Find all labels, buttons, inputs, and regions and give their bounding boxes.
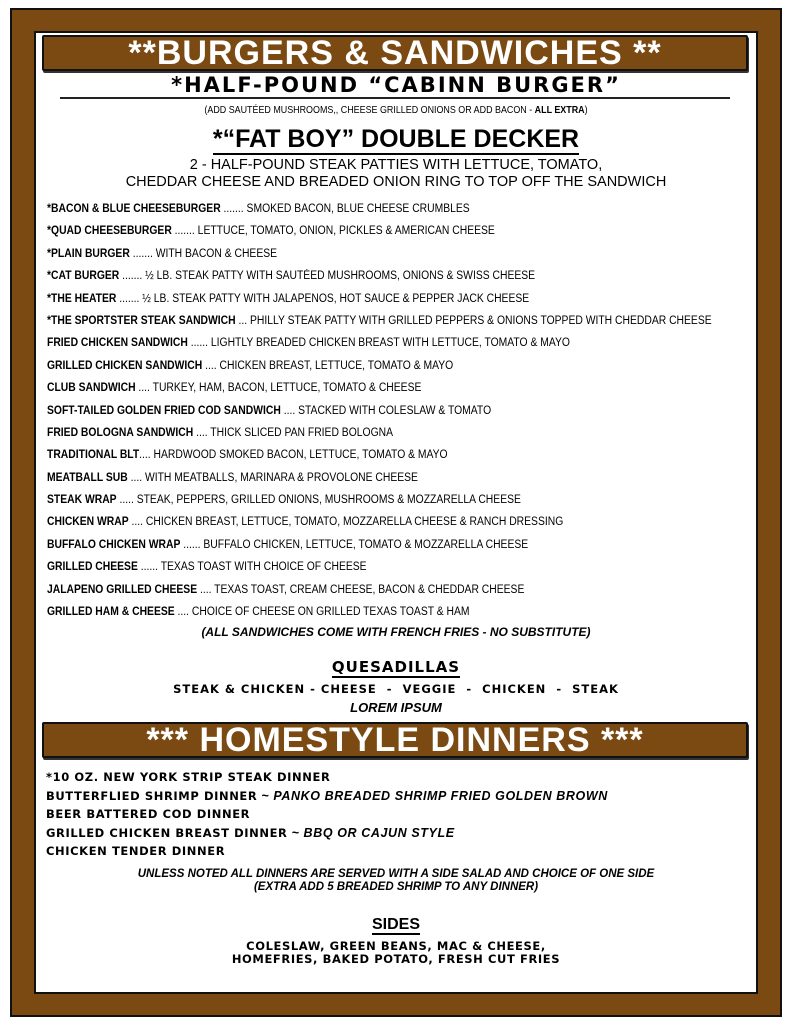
item-name: FRIED BOLOGNA SANDWICH — [47, 426, 194, 439]
menu-item — [46, 807, 608, 826]
item-name: BUTTERFLIED SHRIMP DINNER — [46, 788, 258, 803]
item-description: .... CHICKEN BREAST, LETTUCE, TOMATO, MOZZARELLA CHEESE & RANCH DRESSING — [128, 516, 564, 529]
item-name: BEER BATTERED COD DINNER — [46, 807, 251, 821]
menu-item — [46, 789, 608, 808]
item-name: CHICKEN WRAP — [47, 516, 129, 529]
fat-boy-description — [36, 157, 756, 191]
menu-item — [47, 427, 767, 449]
desc-line: 2 - HALF-POUND STEAK PATTIES WITH LETTUCE, TOMATO, — [189, 157, 603, 173]
quesadillas-title — [36, 658, 756, 676]
divider — [60, 97, 730, 99]
menu-item — [47, 293, 767, 315]
item-name: *THE SPORTSTER STEAK SANDWICH — [47, 314, 236, 327]
menu-item — [47, 494, 767, 516]
note-bold: ALL EXTRA — [534, 104, 585, 116]
desc-line: CHEDDAR CHEESE AND BREADED ONION RING TO TOP OFF THE SANDWICH — [125, 174, 667, 190]
item-name: TRADITIONAL BLT — [47, 449, 140, 462]
cabinn-burger-note — [90, 104, 702, 116]
item-name: MEATBALL SUB — [47, 471, 128, 484]
sides-title — [36, 916, 756, 934]
item-name: *THE HEATER — [47, 292, 117, 305]
item-name: GRILLED CHICKEN BREAST DINNER — [46, 825, 288, 840]
item-description: .... TURKEY, HAM, BACON, LETTUCE, TOMATO & CHEESE — [135, 382, 422, 395]
item-description: .... THICK SLICED PAN FRIED BOLOGNA — [193, 426, 394, 439]
item-description: .... CHICKEN BREAST, LETTUCE, TOMATO & MAYO — [202, 359, 454, 372]
item-description: ...... BUFFALO CHICKEN, LETTUCE, TOMATO & MOZZARELLA CHEESE — [180, 538, 529, 551]
item-name: BUFFALO CHICKEN WRAP — [47, 538, 181, 551]
item-description: ....... SMOKED BACON, BLUE CHEESE CRUMBLES — [220, 203, 470, 215]
item-description: ... PHILLY STEAK PATTY WITH GRILLED PEPPERS & ONIONS TOPPED WITH CHEDDAR CHEESE — [235, 314, 712, 327]
item-name: GRILLED HAM & CHEESE — [47, 606, 175, 619]
menu-item — [47, 337, 767, 359]
item-description: ....... ½ LB. STEAK PATTY WITH JALAPENOS, HOT SAUCE & PEPPER JACK CHEESE — [116, 292, 530, 305]
item-description: ....... WITH BACON & CHEESE — [129, 247, 278, 260]
menu-item — [47, 516, 767, 538]
item-description: .... TEXAS TOAST, CREAM CHEESE, BACON & CHEDDAR CHEESE — [197, 583, 525, 596]
item-description: ~ BBQ OR CAJUN STYLE — [287, 825, 455, 840]
item-name: GRILLED CHICKEN SANDWICH — [47, 359, 203, 372]
fries-note: (ALL SANDWICHES COME WITH FRENCH FRIES - NO SUBSTITUTE) — [201, 625, 591, 639]
item-name: *PLAIN BURGER — [47, 247, 130, 260]
menu-item — [47, 225, 767, 247]
menu-item — [47, 539, 767, 561]
dinner-list — [46, 770, 608, 863]
item-name: CHICKEN TENDER DINNER — [46, 844, 226, 858]
item-name: STEAK WRAP — [47, 494, 117, 507]
item-description: ~ PANKO BREADED SHRIMP FRIED GOLDEN BROWN — [257, 788, 608, 803]
quesadillas-title-text: QUESADILLAS — [331, 658, 461, 676]
item-description: ...... LIGHTLY BREADED CHICKEN BREAST WITH LETTUCE, TOMATO & MAYO — [187, 337, 570, 350]
item-description: ....... ½ LB. STEAK PATTY WITH SAUTÉED MUSHROOMS, ONIONS & SWISS CHEESE — [119, 270, 536, 283]
item-description: .... STACKED WITH COLESLAW & TOMATO — [280, 404, 492, 417]
note-text: (ADD SAUTÉED MUSHROOMS,, CHEESE GRILLED ONIONS OR ADD BACON - — [204, 104, 535, 116]
dinners-note — [36, 868, 756, 894]
menu-item — [46, 826, 608, 845]
item-name: *10 OZ. NEW YORK STRIP STEAK DINNER — [46, 770, 331, 784]
menu-item — [47, 203, 767, 225]
menu-item — [47, 270, 767, 292]
burgers-banner: **BURGERS & SANDWICHES ** — [42, 35, 748, 71]
item-description: ..... STEAK, PEPPERS, GRILLED ONIONS, MUSHROOMS & MOZZARELLA CHEESE — [116, 494, 521, 507]
menu-item — [46, 770, 608, 789]
item-description: ...... TEXAS TOAST WITH CHOICE OF CHEESE — [137, 561, 367, 574]
quesadillas-extra: LOREM IPSUM — [350, 700, 442, 715]
item-description: .... WITH MEATBALLS, MARINARA & PROVOLONE CHEESE — [127, 471, 418, 484]
item-name: GRILLED CHEESE — [47, 561, 138, 574]
item-name: FRIED CHICKEN SANDWICH — [47, 337, 188, 350]
note-line: (EXTRA ADD 5 BREADED SHRIMP TO ANY DINNER) — [253, 881, 539, 893]
menu-item — [47, 315, 767, 337]
item-name: JALAPENO GRILLED CHEESE — [47, 583, 198, 596]
quesadillas-list: STEAK & CHICKEN - CHEESE - VEGGIE - CHICKEN - STEAK — [173, 682, 619, 696]
sides-list — [36, 940, 756, 966]
menu-item — [47, 449, 767, 471]
menu-item — [47, 561, 767, 583]
menu-item — [47, 382, 767, 404]
cabinn-burger-title: *HALF-POUND “CABINN BURGER” — [171, 73, 621, 97]
menu-item — [47, 472, 767, 494]
sides-title-text: SIDES — [371, 916, 420, 933]
item-description: ....... LETTUCE, TOMATO, ONION, PICKLES & AMERICAN CHEESE — [171, 225, 495, 238]
item-description: .... HARDWOOD SMOKED BACON, LETTUCE, TOMATO & MAYO — [139, 449, 448, 462]
sides-line: COLESLAW, GREEN BEANS, MAC & CHEESE, — [246, 939, 546, 953]
note-line: UNLESS NOTED ALL DINNERS ARE SERVED WITH A SIDE SALAD AND CHOICE OF ONE SIDE — [137, 868, 655, 880]
menu-item — [46, 844, 608, 863]
sandwich-list — [47, 203, 791, 628]
menu-item — [47, 405, 767, 427]
menu-item — [47, 360, 767, 382]
item-name: SOFT-TAILED GOLDEN FRIED COD SANDWICH — [47, 404, 281, 417]
fat-boy-title — [36, 125, 756, 154]
sides-line: HOMEFRIES, BAKED POTATO, FRESH CUT FRIES — [231, 952, 561, 966]
item-description: .... CHOICE OF CHEESE ON GRILLED TEXAS TOAST & HAM — [174, 606, 470, 619]
item-name: *CAT BURGER — [47, 270, 120, 283]
menu-item — [47, 248, 767, 270]
dinners-banner: *** HOMESTYLE DINNERS *** — [42, 722, 748, 758]
item-name: *BACON & BLUE CHEESEBURGER — [47, 203, 221, 215]
note-end: ) — [584, 104, 588, 116]
fat-boy-title-text: *“FAT BOY” DOUBLE DECKER — [212, 125, 580, 153]
item-name: CLUB SANDWICH — [47, 382, 136, 395]
item-name: *QUAD CHEESEBURGER — [47, 225, 172, 238]
menu-item — [47, 584, 767, 606]
